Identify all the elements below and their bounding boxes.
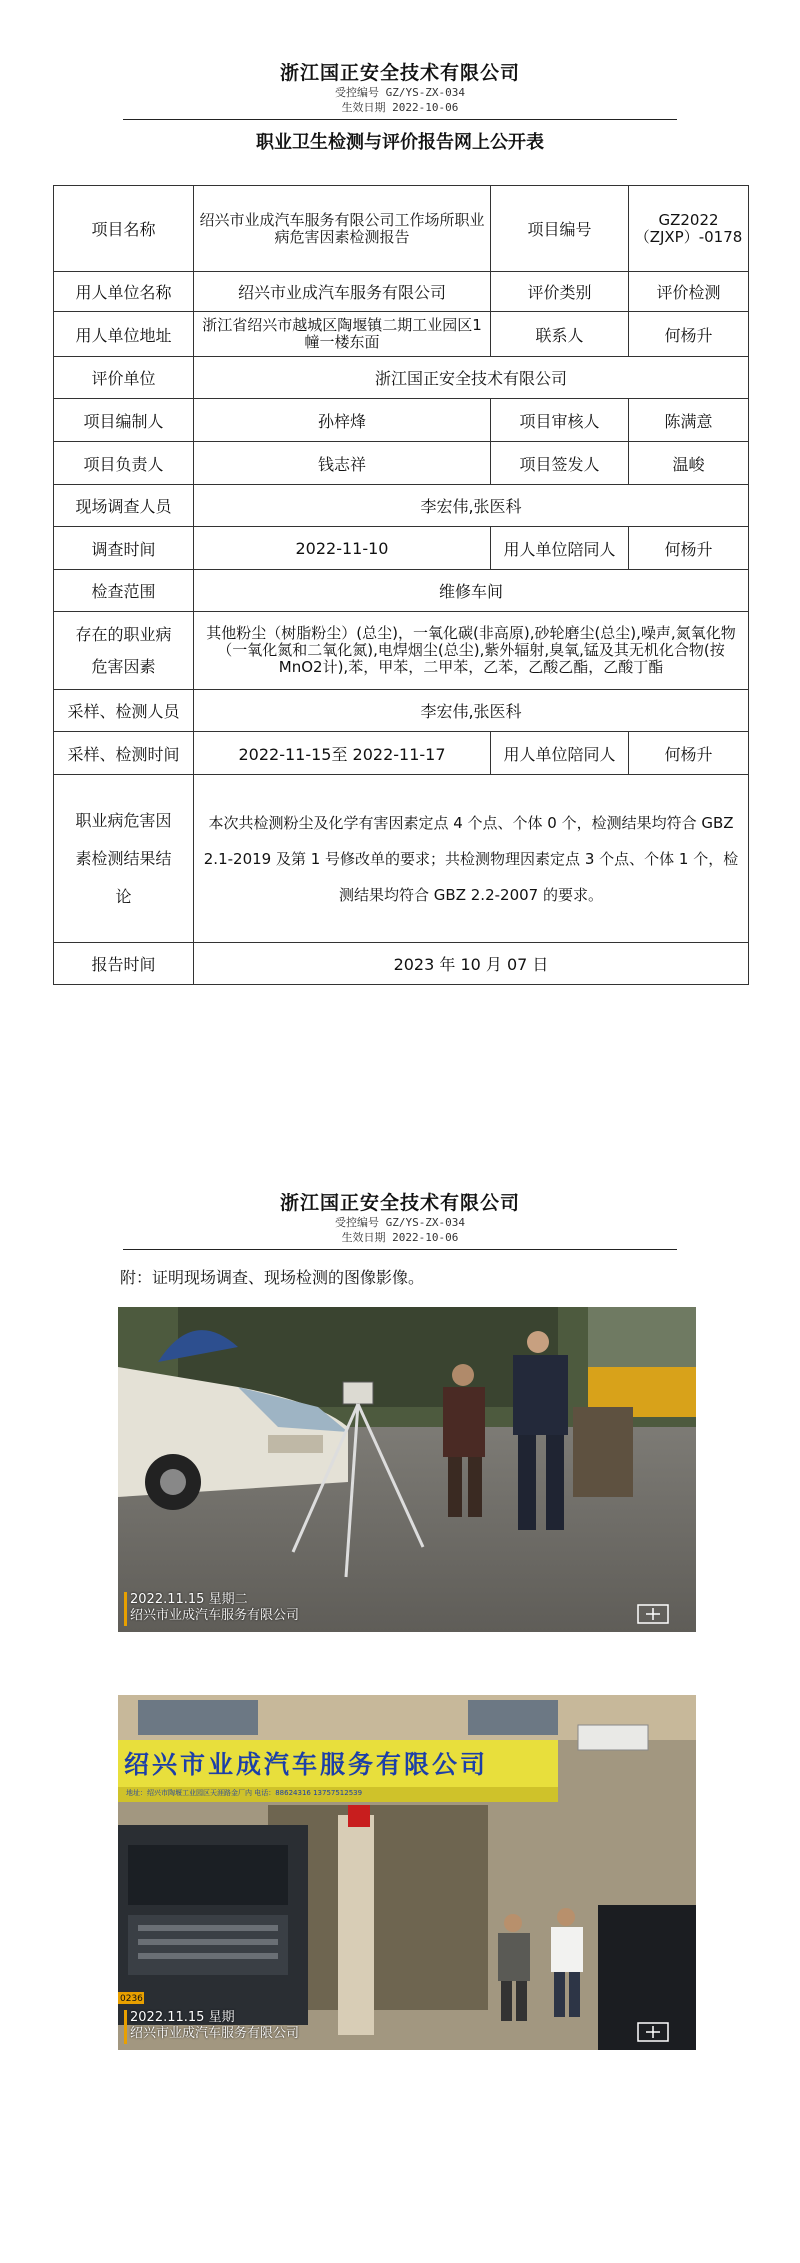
- company-name: 浙江国正安全技术有限公司: [279, 1192, 520, 1214]
- truck-plate: 0236: [120, 1994, 143, 2004]
- conclusion-value: 本次共检测粉尘及化学有害因素定点 4 个点、个体 0 个，检测结果均符合 GBZ 2.1-2019 及第 1 号修改单的要求；共检测物理因素定点 3 个点、个体 1 个，检测结果均符合 GBZ 2.2-2007 的要求。: [194, 775, 749, 943]
- survey-staff-value: 李宏伟,张医科: [194, 485, 749, 527]
- shop-sign-address: 地址：绍兴市陶堰工业园区天涯路金厂内 电话：88624316 13757512539: [126, 1789, 363, 1797]
- compiler-label: 项目编制人: [54, 399, 194, 442]
- eval-type-label: 评价类别: [491, 272, 629, 312]
- sampling-time-label: 采样、检测时间: [54, 732, 194, 775]
- survey-staff-label: 现场调查人员: [54, 485, 194, 527]
- photo-location: 绍兴市业成汽车服务有限公司: [130, 1608, 300, 1623]
- compiler-value: 孙梓烽: [194, 399, 491, 442]
- employer-name-value: 绍兴市业成汽车服务有限公司: [194, 272, 491, 312]
- contact-label: 联系人: [491, 312, 629, 357]
- attachment-title: 附：证明现场调查、现场检测的图像影像。: [120, 1268, 425, 1287]
- hazards-label-line: 存在的职业病: [75, 624, 172, 644]
- site-photo-storefront: [118, 1695, 696, 2050]
- reviewer-value: 陈满意: [629, 399, 749, 442]
- table-row: [54, 186, 749, 272]
- sampling-time-value: 2022-11-15至 2022-11-17: [194, 732, 491, 775]
- issuer-value: 温峻: [629, 442, 749, 485]
- header-divider: [123, 119, 677, 120]
- employer-address-value: 浙江省绍兴市越城区陶堰镇二期工业园区1幢一楼东面: [194, 312, 491, 357]
- hazards-label-line: 危害因素: [91, 656, 156, 676]
- conclusion-label-line: 职业病危害因: [75, 810, 172, 830]
- escort-label: 用人单位陪同人: [491, 527, 629, 570]
- eval-unit-label: 评价单位: [54, 357, 194, 399]
- effective-date: 生效日期 2022-10-06: [341, 1231, 459, 1244]
- hazards-value: 其他粉尘（树脂粉尘）(总尘)，一氧化碳(非高原),砂轮磨尘(总尘),噪声,氮氧化物（一氧化氮和二氧化氮),电焊烟尘(总尘),紫外辐射,臭氧,锰及其无机化合物(按MnO2计),苯，甲苯，二甲苯，乙苯，乙酸乙酯，乙酸丁酯: [194, 612, 749, 690]
- page1-header: [55, 58, 745, 154]
- table-row: [54, 485, 749, 527]
- table-row: [54, 357, 749, 399]
- manager-label: 项目负责人: [54, 442, 194, 485]
- detection-scene: [118, 1307, 696, 1632]
- table-row: [54, 570, 749, 612]
- survey-time-value: 2022-11-10: [194, 527, 491, 570]
- eval-type-value: 评价检测: [629, 272, 749, 312]
- document-title: 职业卫生检测与评价报告网上公开表: [256, 132, 544, 153]
- table-row: [54, 442, 749, 485]
- conclusion-label-line: 论: [115, 886, 132, 906]
- header-divider: [123, 1249, 677, 1250]
- company-name: 浙江国正安全技术有限公司: [279, 62, 520, 84]
- timestamp-bar: [124, 2010, 127, 2044]
- table-row: [54, 690, 749, 732]
- employer-address-label: 用人单位地址: [54, 312, 194, 357]
- conclusion-label: [54, 775, 194, 943]
- project-name-value: 绍兴市业成汽车服务有限公司工作场所职业病危害因素检测报告: [194, 186, 491, 272]
- eval-unit-value: 浙江国正安全技术有限公司: [194, 357, 749, 399]
- scope-value: 维修车间: [194, 570, 749, 612]
- photo-location: 绍兴市业成汽车服务有限公司: [130, 2026, 300, 2041]
- escort2-label: 用人单位陪同人: [491, 732, 629, 775]
- control-number: 受控编号 GZ/YS-ZX-034: [334, 86, 466, 99]
- project-no-value: GZ2022（ZJXP）-0178: [629, 186, 749, 272]
- timestamp-bar: [124, 1592, 127, 1626]
- contact-value: 何杨升: [629, 312, 749, 357]
- hazards-label: [54, 612, 194, 690]
- shop-sign: 绍兴市业成汽车服务有限公司: [124, 1750, 489, 1779]
- table-row: [54, 612, 749, 690]
- issuer-label: 项目签发人: [491, 442, 629, 485]
- table-row: [54, 527, 749, 570]
- scope-label: 检查范围: [54, 570, 194, 612]
- reviewer-label: 项目审核人: [491, 399, 629, 442]
- sampling-staff-label: 采样、检测人员: [54, 690, 194, 732]
- table-row: [54, 775, 749, 943]
- project-no-label: 项目编号: [491, 186, 629, 272]
- report-time-value: 2023 年 10 月 07 日: [194, 943, 749, 985]
- report-time-label: 报告时间: [54, 943, 194, 985]
- effective-date: 生效日期 2022-10-06: [341, 101, 459, 114]
- photo-timestamp: [130, 2010, 299, 2042]
- table-row: [54, 943, 749, 985]
- table-row: [54, 399, 749, 442]
- employer-name-label: 用人单位名称: [54, 272, 194, 312]
- page2-header: [55, 1188, 745, 1250]
- survey-time-label: 调查时间: [54, 527, 194, 570]
- project-name-label: 项目名称: [54, 186, 194, 272]
- escort-value: 何杨升: [629, 527, 749, 570]
- control-number: 受控编号 GZ/YS-ZX-034: [334, 1216, 466, 1229]
- site-photo-detection: [118, 1307, 696, 1632]
- conclusion-label-line: 素检测结果结: [75, 848, 172, 868]
- escort2-value: 何杨升: [629, 732, 749, 775]
- manager-value: 钱志祥: [194, 442, 491, 485]
- report-table: [53, 185, 749, 985]
- photo-date: 2022.11.15 星期: [130, 2010, 235, 2025]
- table-row: [54, 732, 749, 775]
- table-row: [54, 272, 749, 312]
- table-row: [54, 312, 749, 357]
- sampling-staff-value: 李宏伟,张医科: [194, 690, 749, 732]
- photo-date: 2022.11.15 星期二: [130, 1592, 248, 1607]
- photo-timestamp: [130, 1592, 299, 1624]
